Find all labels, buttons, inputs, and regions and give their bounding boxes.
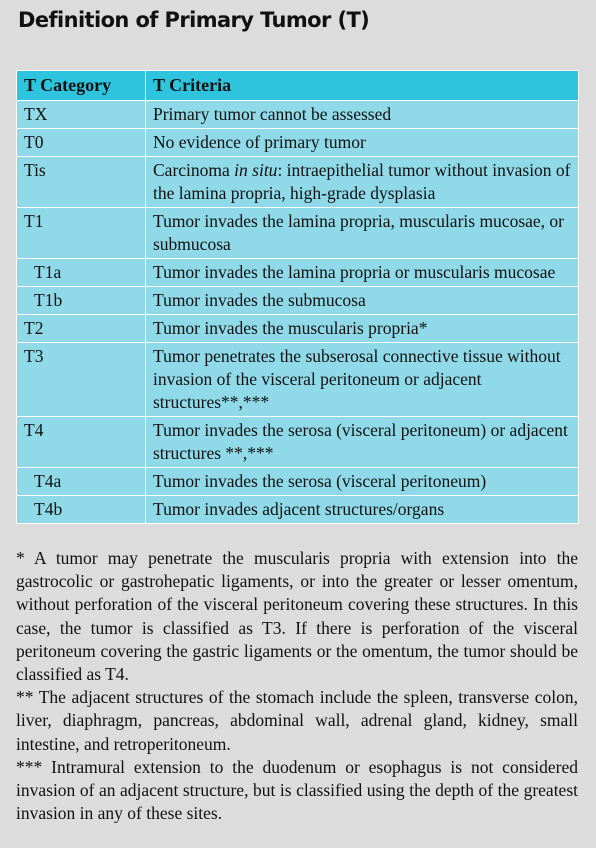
page-title: Definition of Primary Tumor (T): [18, 8, 370, 32]
header-t-criteria: T Criteria: [146, 71, 579, 101]
criteria-cell: Tumor invades the serosa (visceral peritoneum): [146, 468, 579, 496]
footnote-1: * A tumor may penetrate the muscularis propria with extension into the gastrocolic or gastrohepatic ligaments, or into the greater or lesser omentum, without perforation of the visceral peritoneum covering these structures. In this case, the tumor is classified as T3. If there is perforation of the visceral peritoneum covering the gastric ligaments or the omentum, the tumor should be classified as T4.: [16, 548, 578, 685]
category-cell: Tis: [17, 157, 146, 208]
category-cell: TX: [17, 101, 146, 129]
criteria-italic: in situ: [234, 160, 278, 180]
footnote-3: *** Intramural extension to the duodenum or esophagus is not considered invasion of an adjacent structure, but is classified using the depth of the greatest invasion in any of these sites.: [16, 756, 578, 824]
footnotes: [16, 547, 578, 825]
table-row: [17, 468, 579, 496]
criteria-cell: [146, 157, 579, 208]
criteria-cell: Tumor invades the lamina propria or muscularis mucosae: [146, 259, 579, 287]
criteria-cell: Tumor invades the serosa (visceral peritoneum) or adjacent structures **,***: [146, 417, 579, 468]
category-cell: T0: [17, 129, 146, 157]
table-row: [17, 417, 579, 468]
category-cell: T4b: [17, 496, 146, 524]
category-cell: T1a: [17, 259, 146, 287]
category-cell: T1: [17, 208, 146, 259]
footnote-2: ** The adjacent structures of the stomach include the spleen, transverse colon, liver, diaphragm, pancreas, abdominal wall, adrenal gland, kidney, small intestine, and retroperitoneum.: [16, 687, 578, 754]
table-row: [17, 157, 579, 208]
category-cell: T3: [17, 343, 146, 417]
criteria-prefix: Carcinoma: [153, 160, 235, 180]
table-row: [17, 287, 579, 315]
table-row: [17, 343, 579, 417]
criteria-cell: Tumor invades the lamina propria, muscularis mucosae, or submucosa: [146, 208, 579, 259]
criteria-cell: Tumor invades adjacent structures/organs: [146, 496, 579, 524]
criteria-cell: Tumor penetrates the subserosal connective tissue without invasion of the visceral peritoneum or adjacent structures**,***: [146, 343, 579, 417]
table-header-row: [17, 71, 579, 101]
category-cell: T4a: [17, 468, 146, 496]
t-category-table: [16, 70, 579, 524]
table-row: [17, 259, 579, 287]
header-t-category: T Category: [17, 71, 146, 101]
table-row: [17, 208, 579, 259]
category-cell: T4: [17, 417, 146, 468]
criteria-cell: Tumor invades the submucosa: [146, 287, 579, 315]
category-cell: T1b: [17, 287, 146, 315]
category-cell: T2: [17, 315, 146, 343]
criteria-suffix: : intraepithelial tumor without invasion of the lamina propria, high-grade dysplasia: [153, 160, 571, 203]
table-row: [17, 129, 579, 157]
table-row: [17, 496, 579, 524]
table-row: [17, 101, 579, 129]
criteria-cell: No evidence of primary tumor: [146, 129, 579, 157]
criteria-cell: Primary tumor cannot be assessed: [146, 101, 579, 129]
criteria-cell: Tumor invades the muscularis propria*: [146, 315, 579, 343]
table-row: [17, 315, 579, 343]
